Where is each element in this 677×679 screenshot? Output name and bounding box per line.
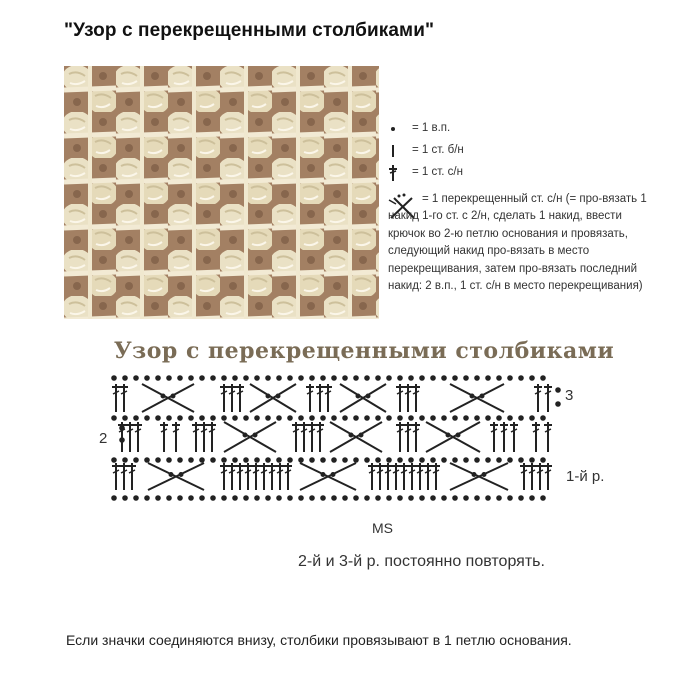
base-chain-dot [167,376,171,380]
ms-label: MS [372,520,393,536]
base-chain-dot [189,458,193,462]
base-chain-dot [156,496,160,500]
base-chain-dot [277,496,281,500]
base-chain-dot [288,376,292,380]
row-label-2: 2 [99,430,108,447]
base-chain-dot [288,496,292,500]
base-chain-dot [145,496,149,500]
legend-crossed-text: = 1 перекрещенный ст. с/н (= про-вязать 1 накид 1-го ст. с 2/н, сделать 1 накид, ввести крючок во 2-ю петлю основания и провязать, следующий накид про-вязать в место перекрещивания, затем про-вязать последний накид: 2 в.п., 1 ст. с/н в место перекрещивания) [388,193,647,293]
base-chain-dot [354,376,358,380]
base-chain-dot [497,458,501,462]
row-label-3: 3 [565,387,574,404]
base-chain-dot [420,376,424,380]
base-chain-dot [343,376,347,380]
base-chain-dot [332,458,336,462]
chain-stitch [332,473,335,476]
legend-sc [388,142,668,160]
base-chain-dot [167,416,171,420]
base-chain-dot [310,458,314,462]
base-chain-dot [156,376,160,380]
base-chain-dot [211,416,215,420]
base-chain-dot [486,376,490,380]
base-chain-dot [123,376,127,380]
base-chain-dot [123,416,127,420]
chain-stitch [244,434,247,437]
base-chain-dot [519,458,523,462]
base-chain-dot [266,458,270,462]
base-chain-dot [453,496,457,500]
base-chain-dot [299,458,303,462]
base-chain-dot [112,496,116,500]
base-chain-dot [266,496,270,500]
chain-stitch [483,473,486,476]
base-chain-dot [134,496,138,500]
base-chain-dot [156,416,160,420]
base-chain-dot [134,458,138,462]
base-chain-dot [508,458,512,462]
base-chain-dot [453,458,457,462]
chain-stitch [471,395,474,398]
base-chain-dot [167,496,171,500]
base-chain-dot [156,458,160,462]
base-chain-dot [409,458,413,462]
base-chain-dot [222,376,226,380]
chain-stitch [170,473,173,476]
base-chain-dot [244,496,248,500]
base-chain-dot [112,416,116,420]
chain-stitch [457,434,460,437]
base-chain-dot [189,376,193,380]
chain-stitch [350,434,353,437]
chain-stitch [277,395,280,398]
base-chain-dot [244,376,248,380]
base-chain-dot [431,416,435,420]
base-chain-dot [167,458,171,462]
base-chain-dot [332,416,336,420]
base-chain-dot [178,496,182,500]
legend-dc-text: = 1 ст. с/н [412,166,463,178]
base-chain-dot [255,376,259,380]
base-chain-dot [277,416,281,420]
base-chain-dot [453,416,457,420]
base-chain-dot [464,416,468,420]
double-crochet-icon [388,164,412,182]
base-chain-dot [200,376,204,380]
base-chain-dot [530,496,534,500]
base-chain-dot [387,416,391,420]
base-chain-dot [387,458,391,462]
row-label-1: 1-й р. [566,468,605,485]
base-chain-dot [475,496,479,500]
base-chain-dot [343,496,347,500]
repeat-note: 2-й и 3-й р. постоянно повторять. [298,553,545,570]
chain-stitch [360,434,363,437]
base-chain-dot [464,458,468,462]
base-chain-dot [299,496,303,500]
base-chain-dot [475,416,479,420]
legend-chain [388,120,668,138]
chain-stitch [172,395,175,398]
base-chain-dot [420,496,424,500]
base-chain-dot [398,458,402,462]
base-chain-dot [123,458,127,462]
base-chain-dot [233,376,237,380]
base-chain-dot [178,376,182,380]
base-chain-dot [222,496,226,500]
base-chain-dot [431,376,435,380]
base-chain-dot [365,458,369,462]
base-chain-dot [310,416,314,420]
base-chain-dot [387,496,391,500]
base-chain-dot [288,458,292,462]
chain-stitch-icon [388,120,412,138]
base-chain-dot [354,416,358,420]
base-chain-dot [497,376,501,380]
base-chain-dot [376,376,380,380]
base-chain-dot [541,376,545,380]
base-chain-dot [376,458,380,462]
base-chain-dot [365,376,369,380]
base-chain-dot [266,416,270,420]
chain-stitch [180,473,183,476]
base-chain-dot [354,458,358,462]
base-chain-dot [486,416,490,420]
page-title: "Узор с перекрещенными столбиками" [64,20,435,41]
base-chain-dot [222,416,226,420]
base-chain-dot [420,416,424,420]
base-chain-dot [277,376,281,380]
base-chain-dot [200,416,204,420]
base-chain-dot [453,376,457,380]
base-chain-dot [255,496,259,500]
base-chain-dot [112,376,116,380]
base-chain-dot [134,376,138,380]
base-chain-dot [530,376,534,380]
base-chain-dot [310,496,314,500]
crochet-photo [64,66,379,319]
base-chain-dot [321,416,325,420]
base-chain-dot [255,458,259,462]
base-chain-dot [442,376,446,380]
base-chain-dot [519,496,523,500]
base-chain-dot [233,496,237,500]
base-chain-dot [211,496,215,500]
base-chain-dot [464,376,468,380]
base-chain-dot [486,496,490,500]
base-chain-dot [442,458,446,462]
base-chain-dot [277,458,281,462]
base-chain-dot [332,496,336,500]
base-chain-dot [519,416,523,420]
base-chain-dot [541,496,545,500]
base-chain-dot [475,376,479,380]
single-crochet-icon [388,142,412,160]
footer-note: Если значки соединяются внизу, столбики провязывают в 1 петлю основания. [66,632,572,648]
base-chain-dot [398,496,402,500]
base-chain-dot [288,416,292,420]
chain-stitch [447,434,450,437]
legend-chain-text: = 1 в.п. [412,122,451,134]
base-chain-dot [299,376,303,380]
chain-stitch [322,473,325,476]
base-chain-dot [299,416,303,420]
base-chain-dot [310,376,314,380]
base-chain-dot [112,458,116,462]
row-dot [556,388,560,392]
base-chain-dot [200,458,204,462]
base-chain-dot [332,376,336,380]
base-chain-dot [508,496,512,500]
base-chain-dot [431,458,435,462]
base-chain-dot [266,376,270,380]
base-chain-dot [475,458,479,462]
base-chain-dot [321,376,325,380]
base-chain-dot [189,416,193,420]
base-chain-dot [409,496,413,500]
row-dot [120,438,124,442]
base-chain-dot [200,496,204,500]
base-chain-dot [222,458,226,462]
base-chain-dot [211,458,215,462]
base-chain-dot [123,496,127,500]
legend-sc-text: = 1 ст. б/н [412,144,464,156]
base-chain-dot [134,416,138,420]
chain-stitch [473,473,476,476]
base-chain-dot [420,458,424,462]
base-chain-dot [409,416,413,420]
chart-title: Узор с перекрещенными столбиками [113,338,615,364]
base-chain-dot [442,416,446,420]
base-chain-dot [178,458,182,462]
base-chain-dot [178,416,182,420]
chain-stitch [367,395,370,398]
base-chain-dot [376,496,380,500]
row-dot [120,426,124,430]
base-chain-dot [398,376,402,380]
base-chain-dot [365,496,369,500]
base-chain-dot [354,496,358,500]
base-chain-dot [321,458,325,462]
base-chain-dot [145,376,149,380]
base-chain-dot [519,376,523,380]
base-chain-dot [497,416,501,420]
chain-stitch [267,395,270,398]
legend-dc [388,164,668,182]
row-dot [556,402,560,406]
base-chain-dot [541,416,545,420]
base-chain-dot [255,416,259,420]
base-chain-dot [343,458,347,462]
chain-stitch [357,395,360,398]
base-chain-dot [321,496,325,500]
chain-stitch [162,395,165,398]
base-chain-dot [233,416,237,420]
base-chain-dot [365,416,369,420]
base-chain-dot [376,416,380,420]
legend [388,120,668,293]
base-chain-dot [244,416,248,420]
base-chain-dot [541,458,545,462]
chain-stitch [254,434,257,437]
base-chain-dot [442,496,446,500]
base-chain-dot [497,496,501,500]
chain-stitch [481,395,484,398]
base-chain-dot [343,416,347,420]
base-chain-dot [530,458,534,462]
base-chain-dot [530,416,534,420]
base-chain-dot [409,376,413,380]
base-chain-dot [464,496,468,500]
base-chain-dot [387,376,391,380]
base-chain-dot [145,416,149,420]
crochet-diagram [64,370,624,510]
base-chain-dot [508,416,512,420]
base-chain-dot [431,496,435,500]
base-chain-dot [244,458,248,462]
base-chain-dot [508,376,512,380]
base-chain-dot [189,496,193,500]
base-chain-dot [398,416,402,420]
base-chain-dot [145,458,149,462]
base-chain-dot [233,458,237,462]
base-chain-dot [211,376,215,380]
base-chain-dot [486,458,490,462]
